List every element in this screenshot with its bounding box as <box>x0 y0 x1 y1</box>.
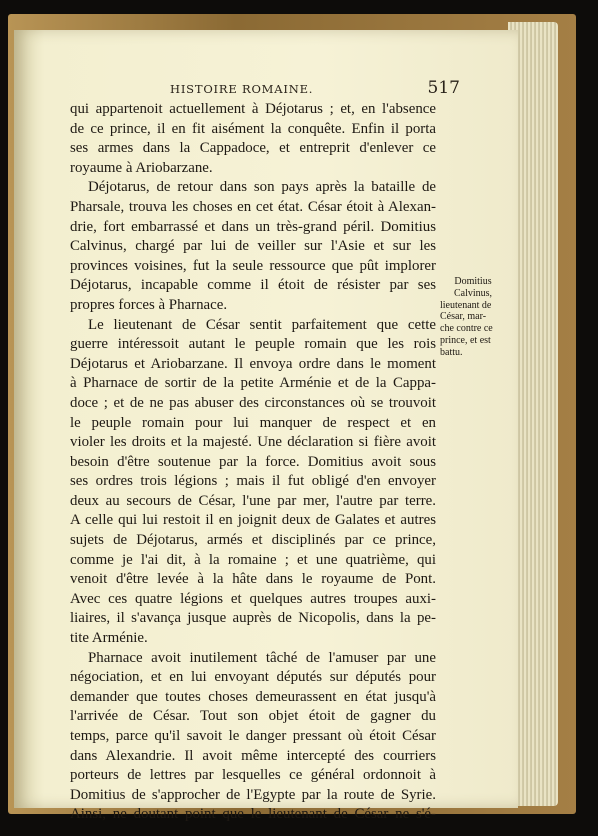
text-line: dans Alexandrie. Il avoit même intercepté des courriers <box>70 747 436 764</box>
text-line: Calvinus, chargé par lui de veiller sur l'Asie et sur les <box>70 238 436 255</box>
text-line: Déjotarus, de retour dans son pays après la bataille de <box>88 179 436 196</box>
text-line: demander que toutes choses demeurassent en état jusqu'à <box>70 688 436 705</box>
text-line: à Pharnace de sortir de la petite Arménie et de la Cappa- <box>70 375 436 392</box>
text-line: comme je l'ai dit, à la romaine ; et une quatrième, qui <box>70 551 436 568</box>
text-line: A celle qui lui restoit il en joignit deux de Galates et autres <box>70 512 436 529</box>
text-line: besoin d'être soutenue par la force. Domitius avoit sous <box>70 453 436 470</box>
text-line: de ce prince, il en fit aisément la conquête. Enfin il porta <box>70 120 436 137</box>
text-line: guerre intéressoit autant le peuple romain que les rois <box>70 336 436 353</box>
text-line: Domitius de s'approcher de l'Egypte par la route de Syrie. <box>70 786 436 803</box>
text-line: porteurs de lettres par lesquelles ce général ordonnoit à <box>70 767 436 784</box>
text-line: Déjotarus et Ariobarzane. Il envoya ordre dans le moment <box>70 355 436 372</box>
text-line: qui appartenoit actuellement à Déjotarus ; et, en l'absence <box>70 101 436 117</box>
margin-note-line: Calvinus, <box>453 287 493 299</box>
text-line: tite Arménie. <box>70 630 148 647</box>
text-line: royaume à Ariobarzane. <box>70 159 213 176</box>
text-line: ses armes dans la Cappadoce, et entreprit d'enlever ce <box>70 140 436 157</box>
running-head-title: HISTOIRE ROMAINE. <box>170 82 314 96</box>
body-text <box>70 100 436 825</box>
margin-note <box>440 276 506 359</box>
margin-note-line: che contre ce <box>440 323 493 335</box>
text-line: l'arrivée de César. Tout son objet étoit de gagner du <box>70 708 436 725</box>
margin-note-line: prince, et est <box>440 334 491 346</box>
text-line: drie, fort embarrassé et dans un très-grand péril. Domitius <box>70 218 436 235</box>
text-line: doce ; et de ne pas abuser des circonstances où se trouvoit <box>70 394 436 411</box>
margin-note-line: lieutenant de <box>440 299 492 311</box>
text-line: temps, parce qu'il savoit le danger pressant où étoit César <box>70 728 436 744</box>
text-line: provinces voisines, fut la seule ressource que pût implorer <box>70 257 436 274</box>
text-line: Ainsi, ne doutant point que le lieutenant de César ne s'é- <box>70 806 436 823</box>
text-line: le peuple romain pour lui manquer de respect et en <box>70 414 436 431</box>
text-line: ses ordres trois légions ; mais il fut obligé d'en envoyer <box>70 473 436 490</box>
text-line: Avec ces quatre légions et quelques autres troupes auxi- <box>70 590 436 607</box>
page-number: 517 <box>427 78 460 98</box>
margin-note-line: battu. <box>440 346 463 358</box>
text-line: venoit d'être levée à la hâte dans le royaume de Pont. <box>70 571 436 588</box>
text-line: Déjotarus, incapable comme il étoit de résister par ses <box>70 277 436 294</box>
margin-note-line: César, mar- <box>440 311 487 323</box>
text-line: sujets de Déjotarus, armés et disciplinés par ce prince, <box>70 532 436 549</box>
margin-note-line: Domitius <box>454 276 492 287</box>
text-line: Le lieutenant de César sentit parfaitement que cette <box>88 316 436 333</box>
text-line: propres forces à Pharnace. <box>70 296 228 313</box>
text-line: Pharsale, trouva les choses en cet état. César étoit à Alexan- <box>70 198 436 215</box>
text-line: liaires, il s'avança jusque auprès de Nicopolis, dans la pe- <box>70 610 436 627</box>
text-line: négociation, et en lui envoyant députés sur députés pour <box>70 669 436 686</box>
text-line: violer les droits et la majesté. Une déclaration si fière avoit <box>70 434 436 451</box>
text-line: Pharnace avoit inutilement tâché de l'amuser par une <box>88 649 436 666</box>
text-line: deux au secours de César, l'une par mer, l'autre par terre. <box>70 492 436 509</box>
running-head <box>170 80 460 100</box>
